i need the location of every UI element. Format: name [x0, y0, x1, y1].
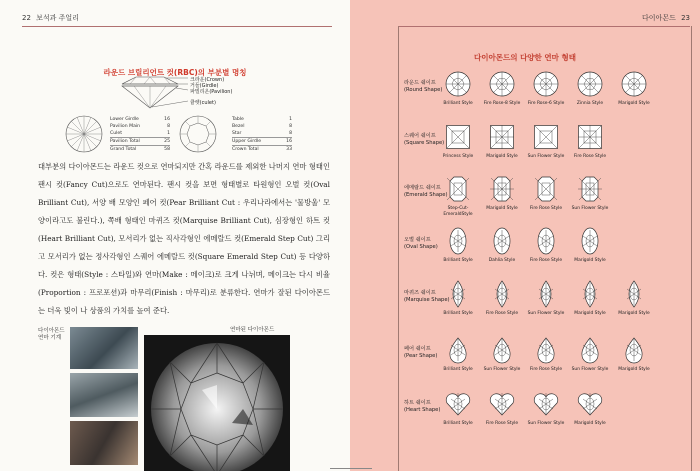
gem-style-label: Princess Style: [442, 154, 474, 159]
polishing-machine-photo-2: [70, 373, 138, 417]
square-gem-icon: [532, 123, 560, 151]
square-gem-icon: [576, 123, 604, 151]
row-label-marquise: [404, 290, 450, 304]
facet-row: [232, 130, 292, 137]
facet-name: Star: [232, 131, 242, 136]
row-label-ko: 하트 쉐이프: [404, 400, 431, 406]
gem-style-label: Brilliant Style: [443, 101, 473, 106]
facet-name: Bezel: [232, 124, 245, 129]
diamond-photo-drawing: [144, 335, 290, 471]
heart-gem-icon: [444, 390, 472, 418]
gem-style-label: Marigold Style: [486, 206, 518, 211]
square-gem-icon: [444, 123, 472, 151]
gem-style-label: Dahlia Style: [488, 258, 516, 263]
marquise-gem-icon: [444, 280, 472, 308]
left-book-title: 보석과 주얼리: [36, 14, 79, 22]
pear-gem-icon: [576, 336, 604, 364]
row-label-pear: [404, 346, 437, 360]
pear-gem-icon: [444, 336, 472, 364]
pear-gem-icon: [620, 336, 648, 364]
left-page-number: 22: [22, 14, 31, 22]
crown-view-diagram: [178, 114, 218, 154]
facet-count: 25: [164, 139, 170, 144]
gem-style-label: Fire Rose Style: [485, 311, 519, 316]
row-label-en: (Marquise Shape): [404, 297, 450, 303]
facet-count: 1: [289, 117, 292, 122]
marquise-gem-icon: [576, 280, 604, 308]
gem-style-label: Sun Flower Style: [571, 367, 609, 372]
pear-gem-icon: [488, 336, 516, 364]
round-gem-icon: [488, 70, 516, 98]
facet-count: 58: [164, 147, 170, 152]
facet-count: 8: [289, 124, 292, 129]
row-label-square: [404, 133, 444, 147]
facet-count: 33: [286, 147, 292, 152]
left-footer-rule: [330, 468, 350, 469]
body-paragraph: 대부분의 다이아몬드는 라운드 컷으로 연마되지만 간혹 라운드를 제외한 나머지 연마 형태인 팬시 컷(Fancy Cut)으로도 연마된다. 팬시 컷을 보면 형태별로 타원형인 오벌 컷(Oval Brilliant Cut), 서양 배 모양인 페어 컷(Pear Brilliant Cut : 우리나라에서는 '물방울' 모양이라고도 불린다.), 쪽배 형태인 마퀴즈 컷(Marquise Brilliant Cut), 심장형인 하트 컷(Heart Brilliant Cut), 모서리가 없는 직사각형인 에메랄드 컷(Emerald Step Cut) 그리고 모서리가 없는 정사각형인 스퀘어 에메랄드 컷(Square Emerald Step Cut) 등 다양하다. 컷은 형태(Style : 스타일)와 연마(Make : 메이크)로 크게 나뉘며, 메이크는 다시 비율(Proportion : 프로포션)과 마무리(Finish : 마무리)로 분류한다. 연마가 잘된 다이아몬드는 더욱 빛이 나 상품의 가치를 높여 준다.: [38, 162, 330, 315]
row-label-en: (Oval Shape): [404, 244, 438, 250]
facet-row: [232, 137, 292, 145]
row-label-en: (Round Shape): [404, 87, 443, 93]
gem-style-label: Marigold Style: [618, 101, 650, 106]
polished-diamond-photo: [144, 335, 290, 471]
row-label-ko: 마퀴즈 쉐이프: [404, 290, 436, 296]
gem-style-label: Step-Cut-EmeraldStyle: [443, 206, 473, 217]
facet-count: 16: [286, 139, 292, 144]
oval-gem-icon: [488, 227, 516, 255]
gem-style-label: Marigold Style: [574, 421, 606, 426]
facet-row: [232, 145, 292, 153]
rbc-figure-title: 라운드 브릴리언트 컷(RBC)의 부분별 명칭: [103, 68, 247, 77]
row-label-ko: 에메랄드 쉐이프: [404, 185, 441, 191]
facet-name: Pavilion Main: [110, 124, 141, 129]
gem-style-label: Marigold Style: [574, 258, 606, 263]
gem-style-label: Marigold Style: [486, 154, 518, 159]
right-page: [350, 0, 700, 471]
gem-style-label: Fire Rose Style: [529, 367, 563, 372]
row-label-en: (Emerald Shape): [404, 192, 448, 198]
facet-name: Lower Girdle: [110, 117, 139, 122]
gem-style-label: Fire Rose Style: [529, 206, 563, 211]
facet-name: Crown Total: [232, 147, 259, 152]
gem-style-label: Brilliant Style: [443, 258, 473, 263]
crown-facet-table: [232, 116, 292, 153]
gem-style-label: Fire Rose Style: [529, 258, 563, 263]
facet-name: Upper Girdle: [232, 139, 262, 144]
emerald-gem-icon: [532, 175, 560, 203]
left-page-header: [22, 13, 79, 23]
gem-style-label: Marigold Style: [618, 311, 650, 316]
marquise-gem-icon: [532, 280, 560, 308]
label-culet: 큘렛(culet): [190, 100, 216, 106]
polishing-machine-photo-1: [70, 327, 138, 369]
gem-style-label: Brilliant Style: [443, 421, 473, 426]
label-girdle: 거들(Girdle): [190, 83, 219, 89]
heart-gem-icon: [576, 390, 604, 418]
round-gem-icon: [532, 70, 560, 98]
gem-style-label: Sun Flower Style: [483, 367, 521, 372]
row-label-en: (Pear Shape): [404, 353, 438, 359]
cut-shapes-figure-title: 다이아몬드의 다양한 연마 형태: [473, 53, 577, 62]
facet-row: [232, 123, 292, 130]
facet-count: 8: [167, 124, 170, 129]
round-gem-icon: [444, 70, 472, 98]
facet-name: Pavilion Total: [110, 139, 140, 144]
row-label-en: (Square Shape): [404, 140, 445, 146]
gem-style-label: Sun Flower Style: [527, 154, 565, 159]
row-label-oval: [404, 237, 438, 251]
rbc-profile-diagram: [100, 74, 260, 110]
oval-gem-icon: [444, 227, 472, 255]
pavilion-view-diagram: [64, 114, 104, 154]
row-label-ko: 라운드 쉐이프: [404, 80, 436, 86]
gem-style-label: Fire Rose Style: [485, 421, 519, 426]
facet-row: [110, 130, 170, 137]
gem-style-label: Brilliant Style: [443, 311, 473, 316]
heart-gem-icon: [488, 390, 516, 418]
square-gem-icon: [488, 123, 516, 151]
oval-gem-icon: [532, 227, 560, 255]
facet-row: [110, 137, 170, 145]
right-page-header: [642, 13, 690, 23]
facet-count: 1: [167, 131, 170, 136]
round-gem-icon: [576, 70, 604, 98]
gem-style-label: Fire Rose Style: [573, 154, 607, 159]
oval-gem-icon: [576, 227, 604, 255]
gem-style-label: Sun Flower Style: [527, 421, 565, 426]
marquise-gem-icon: [620, 280, 648, 308]
row-label-ko: 스퀘어 쉐이프: [404, 133, 436, 139]
gem-style-label: Brilliant Style: [443, 367, 473, 372]
row-label-ko: 페어 쉐이프: [404, 346, 431, 352]
gem-style-label: Marigold Style: [574, 311, 606, 316]
right-page-number: 23: [681, 14, 690, 22]
photo-caption-polishing-machine: 다이아몬드 연마 기계: [38, 328, 65, 341]
facet-count: 16: [164, 117, 170, 122]
facet-name: Culet: [110, 131, 123, 136]
emerald-gem-icon: [444, 175, 472, 203]
row-label-round: [404, 80, 442, 94]
right-book-title: 다이아몬드: [642, 14, 676, 22]
gem-style-label: Fire Rose-6 Style: [527, 101, 565, 106]
gem-style-label: Marigold Style: [618, 367, 650, 372]
photo-caption-polished-diamond: 연마된 다이아몬드: [230, 327, 275, 333]
facet-row: [232, 116, 292, 123]
gem-style-label: Sun Flower Style: [571, 206, 609, 211]
round-gem-icon: [620, 70, 648, 98]
row-label-emerald: [404, 185, 448, 199]
gem-style-label: Fire Rose-8 Style: [483, 101, 521, 106]
facet-row: [110, 145, 170, 153]
pavilion-facet-table: [110, 116, 170, 153]
gem-style-label: Zinnia Style: [576, 101, 604, 106]
facet-count: 8: [289, 131, 292, 136]
facet-name: Table: [232, 117, 244, 122]
polishing-machine-photo-3: [70, 421, 138, 465]
facet-name: Grand Total: [110, 147, 137, 152]
label-crown: 크라운(Crown): [190, 77, 225, 83]
row-label-en: (Heart Shape): [404, 407, 441, 413]
gem-style-label: Sun Flower Style: [527, 311, 565, 316]
heart-gem-icon: [532, 390, 560, 418]
emerald-gem-icon: [488, 175, 516, 203]
row-label-heart: [404, 400, 440, 414]
emerald-gem-icon: [576, 175, 604, 203]
facet-row: [110, 123, 170, 130]
label-pavilion: 파빌리온(Pavilion): [190, 89, 233, 95]
pear-gem-icon: [532, 336, 560, 364]
row-label-ko: 오벌 쉐이프: [404, 237, 431, 243]
right-footer-rule: [350, 468, 372, 469]
marquise-gem-icon: [488, 280, 516, 308]
facet-row: [110, 116, 170, 123]
left-header-rule: [22, 26, 332, 27]
